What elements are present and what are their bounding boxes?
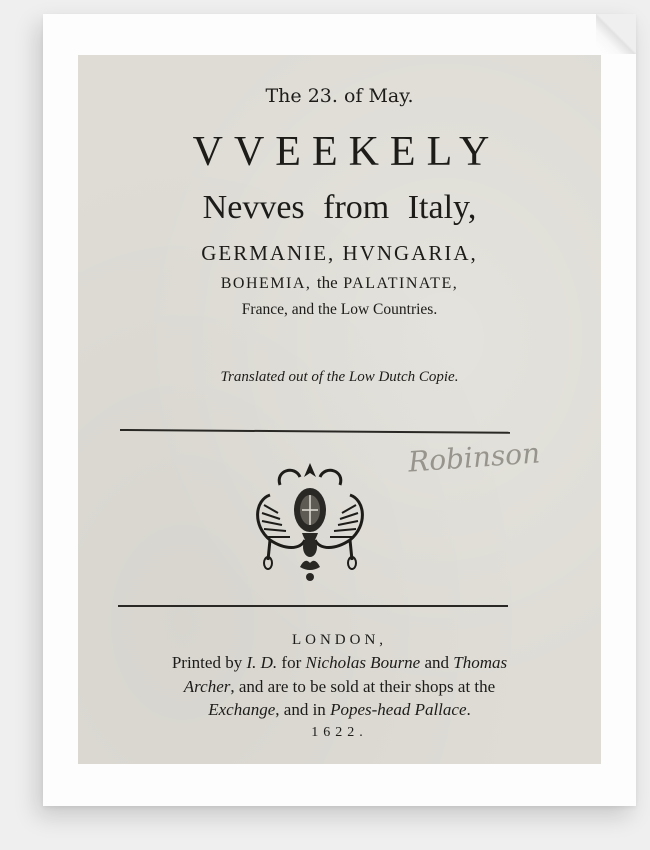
title-heading: VVEEKELY	[192, 129, 501, 175]
countries-bohemia: BOHEMIA,	[220, 275, 312, 292]
countries-line-3: France, and the Low Countries.	[241, 301, 438, 318]
imprint-city: LONDON,	[291, 632, 388, 648]
countries-palatinate: PALATINATE,	[343, 275, 459, 292]
imprint-publisher-2-last: Archer	[183, 677, 231, 696]
countries-line-2	[78, 273, 601, 293]
handwritten-signature: Robinson	[407, 436, 542, 479]
imprint-printed-by: Printed by	[171, 653, 247, 672]
countries-the: the	[316, 273, 338, 292]
imprint-pallace: Popes-head Pallace	[330, 700, 467, 719]
imprint-line-2	[78, 677, 601, 697]
imprint-publisher-1: Nicholas Bourne	[305, 653, 421, 672]
imprint-year: 1622.	[311, 725, 368, 740]
imprint-exchange: Exchange	[208, 700, 276, 719]
top-rule-divider	[120, 429, 510, 434]
imprint-printer: I. D.	[246, 653, 278, 672]
printers-ornament-icon	[250, 455, 370, 583]
subtitle-heading: Nevves from Italy,	[202, 189, 477, 226]
imprint-line-1	[78, 653, 601, 673]
bottom-rule-divider	[118, 605, 508, 607]
countries-line-1: GERMANIE, HVNGARIA,	[201, 241, 478, 265]
imprint-publisher-2-first: Thomas	[453, 653, 508, 672]
imprint-and-in: , and in	[275, 700, 331, 719]
imprint-and: and	[420, 653, 454, 672]
date-line: The 23. of May.	[265, 85, 414, 107]
imprint-sold-at: , and are to be sold at their shops at the	[230, 677, 496, 696]
translation-note: Translated out of the Low Dutch Copie.	[220, 369, 459, 385]
imprint-period: .	[466, 700, 471, 719]
title-page-print	[78, 55, 601, 764]
imprint-line-3	[78, 700, 601, 720]
imprint-for: for	[277, 653, 306, 672]
page-curl-corner	[596, 14, 636, 54]
